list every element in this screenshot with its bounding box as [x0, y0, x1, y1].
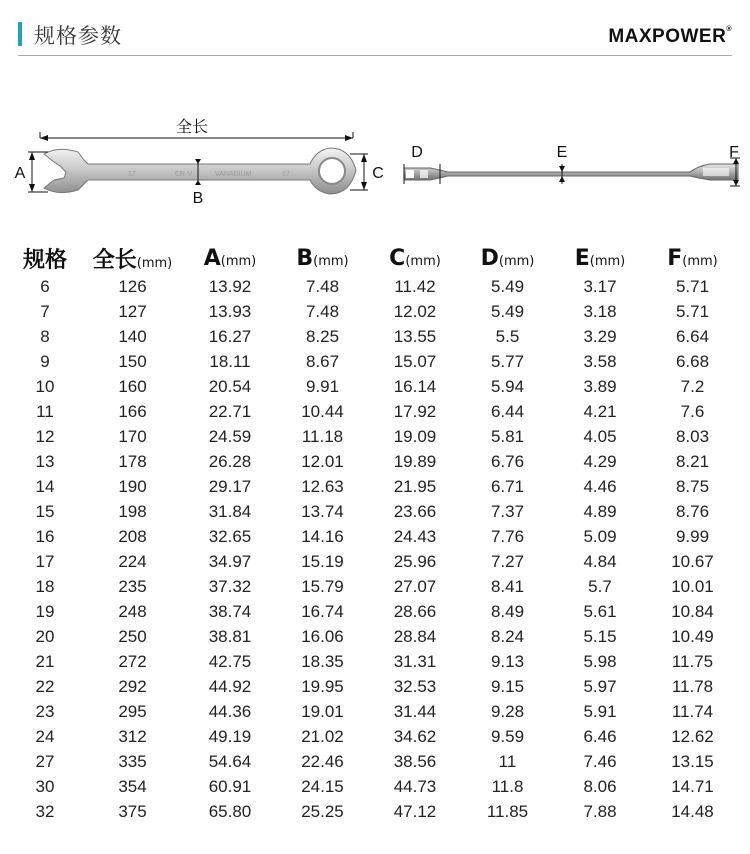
table-row: [10, 649, 740, 674]
table-cell: 4.46: [583, 476, 617, 496]
table-row: [10, 324, 740, 349]
table-cell: 354: [118, 776, 147, 796]
table-row: [10, 374, 740, 399]
table-cell: 22.71: [208, 401, 252, 421]
table-cell: 42.75: [208, 651, 252, 671]
table-cell: 5.97: [583, 676, 617, 696]
table-cell: 25.96: [393, 551, 437, 571]
table-cell: 65.80: [208, 801, 252, 821]
page-title: 规格参数: [34, 24, 122, 48]
column-unit: (mm): [682, 253, 718, 269]
brand-logo: [608, 26, 732, 48]
table-cell: 44.36: [208, 701, 252, 721]
table-cell: 9.13: [490, 651, 525, 671]
svg-text:CR-V: CR-V: [175, 171, 193, 178]
table-cell: 10: [35, 376, 55, 396]
table-cell: 7.88: [583, 801, 617, 821]
table-cell: 10.67: [671, 551, 714, 571]
table-cell: 9.91: [305, 376, 340, 396]
table-row: [10, 799, 740, 824]
table-cell: 166: [118, 401, 147, 421]
table-cell: 44.73: [393, 776, 437, 796]
table-cell: 127: [118, 301, 147, 321]
table-cell: 12: [35, 426, 55, 446]
label-c: C: [372, 165, 384, 182]
table-cell: 16.06: [301, 626, 344, 646]
column-name: E: [574, 245, 590, 271]
table-cell: 19.89: [393, 451, 437, 471]
table-cell: 18.11: [209, 351, 251, 371]
table-cell: 10.44: [301, 401, 344, 421]
label-b: B: [192, 190, 204, 207]
table-cell: 14.48: [671, 801, 714, 821]
table-cell: 7.48: [305, 301, 340, 321]
table-cell: 292: [118, 676, 147, 696]
table-cell: 11.75: [671, 651, 714, 671]
table-cell: 7.48: [305, 276, 340, 296]
table-cell: 9.15: [490, 676, 525, 696]
table-row: [10, 624, 740, 649]
table-cell: 6.68: [675, 351, 710, 371]
table-cell: 13.74: [301, 501, 344, 521]
table-cell: 5.61: [583, 601, 617, 621]
table-cell: 5.77: [490, 351, 525, 371]
table-cell: 11.8: [491, 776, 524, 796]
column-name: A: [203, 245, 221, 271]
column-unit: (mm): [589, 253, 626, 269]
table-row: [10, 524, 740, 549]
table-cell: 21: [35, 651, 55, 671]
table-cell: 11.42: [394, 276, 436, 296]
table-cell: 17.92: [393, 401, 437, 421]
table-cell: 8.76: [675, 501, 710, 521]
table-row: [10, 549, 740, 574]
table-cell: 16.14: [393, 376, 437, 396]
table-cell: 8.67: [305, 351, 340, 371]
table-cell: 7.46: [583, 751, 617, 771]
table-cell: 16: [35, 526, 55, 546]
table-cell: 20: [35, 626, 55, 646]
table-cell: 11: [498, 751, 517, 771]
label-d: D: [411, 144, 423, 161]
table-cell: 6: [40, 276, 50, 296]
table-cell: 11.74: [671, 701, 714, 721]
table-cell: 8.06: [583, 776, 617, 796]
column-name: B: [296, 245, 314, 271]
table-cell: 13.55: [393, 326, 437, 346]
table-cell: 4.05: [583, 426, 617, 446]
column-unit: (mm): [220, 253, 257, 269]
table-cell: 178: [118, 451, 147, 471]
table-cell: 11.78: [671, 676, 714, 696]
svg-text:17: 17: [282, 171, 290, 178]
accent-bar: [18, 22, 22, 46]
table-cell: 24.59: [208, 426, 252, 446]
table-cell: 4.84: [583, 551, 617, 571]
table-cell: 8.24: [490, 626, 525, 646]
table-cell: 8.41: [490, 576, 525, 596]
table-cell: 7.6: [680, 401, 705, 421]
table-cell: 4.29: [583, 451, 617, 471]
total-length-label: 全长: [175, 117, 209, 136]
table-cell: 295: [118, 701, 147, 721]
table-cell: 14.71: [671, 776, 714, 796]
table-row: [10, 499, 740, 524]
table-cell: 5.49: [490, 301, 525, 321]
table-cell: 13: [35, 451, 55, 471]
table-cell: 3.29: [583, 326, 617, 346]
table-cell: 335: [118, 751, 147, 771]
table-cell: 7.2: [680, 376, 705, 396]
table-cell: 21.02: [301, 726, 344, 746]
table-cell: 198: [118, 501, 147, 521]
table-cell: 12.63: [301, 476, 344, 496]
table-cell: 60.91: [208, 776, 252, 796]
table-cell: 9.99: [675, 526, 710, 546]
table-row: [10, 299, 740, 324]
wrench-side-view: [404, 164, 738, 180]
dimension-e: [557, 144, 568, 184]
label-f: F: [729, 144, 739, 161]
column-unit: (mm): [498, 253, 535, 269]
table-cell: 5.71: [675, 276, 710, 296]
table-cell: 19.09: [393, 426, 437, 446]
label-e: E: [556, 144, 568, 161]
column-unit: (mm): [405, 253, 441, 269]
table-cell: 14.16: [301, 526, 344, 546]
table-cell: 11.18: [301, 426, 344, 446]
table-cell: 6.64: [675, 326, 710, 346]
column-header: [370, 242, 460, 274]
table-row: [10, 349, 740, 374]
table-cell: 22: [35, 676, 55, 696]
table-cell: 6.76: [490, 451, 525, 471]
table-cell: 38.81: [208, 626, 252, 646]
table-cell: 26.28: [208, 451, 252, 471]
table-cell: 30: [35, 776, 55, 796]
table-cell: 3.89: [583, 376, 617, 396]
table-cell: 21.95: [393, 476, 437, 496]
table-row: [10, 699, 740, 724]
table-cell: 248: [118, 601, 147, 621]
column-header: [275, 242, 370, 274]
column-header: [460, 242, 555, 274]
table-cell: 3.18: [583, 301, 617, 321]
table-cell: 375: [118, 801, 147, 821]
spec-table: [10, 242, 740, 824]
table-cell: 12.62: [671, 726, 714, 746]
table-row: [10, 274, 740, 299]
table-cell: 6.71: [490, 476, 525, 496]
table-cell: 5.09: [583, 526, 617, 546]
table-cell: 28.66: [393, 601, 437, 621]
table-cell: 16.74: [301, 601, 344, 621]
column-name: 规格: [22, 247, 67, 273]
spec-table-header: [10, 242, 740, 274]
table-cell: 15.07: [393, 351, 437, 371]
table-cell: 5.7: [588, 576, 612, 596]
wrench-front-view: [44, 148, 356, 194]
table-cell: 7.76: [490, 526, 525, 546]
table-cell: 5.94: [490, 376, 525, 396]
table-cell: 34.97: [208, 551, 252, 571]
table-cell: 224: [118, 551, 147, 571]
table-cell: 5.91: [583, 701, 617, 721]
table-cell: 27.07: [393, 576, 437, 596]
table-cell: 8.75: [675, 476, 710, 496]
table-cell: 8.21: [675, 451, 710, 471]
table-cell: 312: [118, 726, 147, 746]
table-cell: 37.32: [208, 576, 252, 596]
table-cell: 18: [35, 576, 55, 596]
table-cell: 150: [118, 351, 147, 371]
header-row: [10, 242, 740, 274]
table-cell: 170: [118, 426, 147, 446]
table-row: [10, 674, 740, 699]
table-cell: 20.54: [208, 376, 252, 396]
table-cell: 14: [35, 476, 55, 496]
table-cell: 5.98: [583, 651, 617, 671]
table-cell: 13.93: [208, 301, 252, 321]
table-cell: 8.03: [675, 426, 710, 446]
table-row: [10, 449, 740, 474]
table-cell: 31.84: [208, 501, 252, 521]
table-cell: 18.35: [301, 651, 344, 671]
table-cell: 4.89: [583, 501, 617, 521]
table-cell: 13.92: [208, 276, 252, 296]
table-cell: 10.49: [671, 626, 714, 646]
table-cell: 38.56: [393, 751, 437, 771]
registered-mark: ®: [726, 26, 732, 33]
table-cell: 23.66: [393, 501, 437, 521]
table-cell: 44.92: [208, 676, 252, 696]
column-header: [645, 242, 740, 274]
table-cell: 23: [35, 701, 55, 721]
table-cell: 126: [118, 276, 147, 296]
table-cell: 7.27: [490, 551, 525, 571]
table-cell: 6.44: [490, 401, 525, 421]
dimension-a: [15, 152, 48, 192]
column-unit: (mm): [313, 253, 349, 269]
table-cell: 19: [35, 601, 55, 621]
column-name: F: [667, 245, 683, 271]
table-cell: 15.79: [301, 576, 344, 596]
table-cell: 5.5: [495, 326, 520, 346]
table-cell: 24: [35, 726, 55, 746]
table-cell: 11.85: [486, 801, 529, 821]
table-cell: 17: [35, 551, 55, 571]
table-cell: 15: [35, 501, 55, 521]
table-row: [10, 399, 740, 424]
wrench-diagram-svg: [0, 60, 750, 220]
table-cell: 24.43: [393, 526, 437, 546]
table-cell: 32.53: [393, 676, 437, 696]
table-row: [10, 749, 740, 774]
table-cell: 28.84: [393, 626, 437, 646]
table-cell: 24.15: [301, 776, 344, 796]
column-name: D: [480, 245, 499, 271]
table-cell: 235: [118, 576, 147, 596]
table-cell: 38.74: [208, 601, 252, 621]
label-a: A: [14, 165, 26, 182]
table-cell: 7.37: [490, 501, 525, 521]
brand-name: MAXPOWER: [608, 26, 727, 47]
table-cell: 208: [118, 526, 147, 546]
table-row: [10, 774, 740, 799]
table-cell: 8.25: [305, 326, 340, 346]
table-cell: 19.01: [301, 701, 344, 721]
table-cell: 10.84: [671, 601, 714, 621]
table-row: [10, 599, 740, 624]
table-cell: 32: [35, 801, 55, 821]
table-cell: 27: [35, 751, 55, 771]
table-cell: 10.01: [671, 576, 714, 596]
table-cell: 31.31: [393, 651, 437, 671]
table-cell: 16.27: [208, 326, 252, 346]
column-header: [10, 242, 80, 274]
table-cell: 9: [40, 351, 50, 371]
table-cell: 3.17: [583, 276, 617, 296]
table-row: [10, 574, 740, 599]
table-cell: 5.81: [490, 426, 525, 446]
table-cell: 32.65: [208, 526, 252, 546]
column-name: C: [389, 245, 406, 271]
column-header: [555, 242, 645, 274]
table-cell: 6.46: [583, 726, 617, 746]
total-length-dimension: [40, 117, 353, 141]
column-header: [185, 242, 275, 274]
table-cell: 49.19: [208, 726, 252, 746]
table-cell: 140: [118, 326, 147, 346]
table-cell: 8.49: [490, 601, 525, 621]
table-row: [10, 724, 740, 749]
table-row: [10, 424, 740, 449]
column-header: [80, 242, 185, 274]
spec-table-body: [10, 274, 740, 824]
table-cell: 3.58: [583, 351, 617, 371]
column-unit: (mm): [136, 255, 173, 271]
table-cell: 31.44: [393, 701, 437, 721]
table-cell: 250: [118, 626, 147, 646]
table-cell: 5.71: [675, 301, 710, 321]
table-cell: 190: [118, 476, 147, 496]
table-cell: 12.01: [301, 451, 344, 471]
header: [0, 0, 750, 56]
table-cell: 272: [118, 651, 147, 671]
table-cell: 47.12: [393, 801, 437, 821]
column-name: 全长: [92, 247, 137, 273]
table-cell: 12.02: [393, 301, 437, 321]
table-cell: 34.62: [393, 726, 437, 746]
table-cell: 5.15: [583, 626, 617, 646]
table-cell: 25.25: [301, 801, 344, 821]
table-cell: 13.15: [671, 751, 714, 771]
table-cell: 4.21: [583, 401, 617, 421]
table-cell: 11: [36, 401, 54, 421]
table-cell: 19.95: [301, 676, 344, 696]
table-row: [10, 474, 740, 499]
table-cell: 160: [118, 376, 147, 396]
wrench-dimension-diagram: [0, 60, 750, 220]
table-cell: 8: [40, 326, 50, 346]
table-cell: 9.59: [490, 726, 525, 746]
table-cell: 9.28: [490, 701, 525, 721]
table-cell: 5.49: [490, 276, 525, 296]
table-cell: 29.17: [208, 476, 252, 496]
svg-text:17: 17: [128, 171, 136, 178]
table-cell: 54.64: [208, 751, 252, 771]
table-cell: 22.46: [301, 751, 344, 771]
table-cell: 7: [40, 301, 50, 321]
header-divider: [18, 55, 732, 56]
table-cell: 15.19: [301, 551, 344, 571]
svg-text:VANADIUM: VANADIUM: [215, 171, 252, 178]
